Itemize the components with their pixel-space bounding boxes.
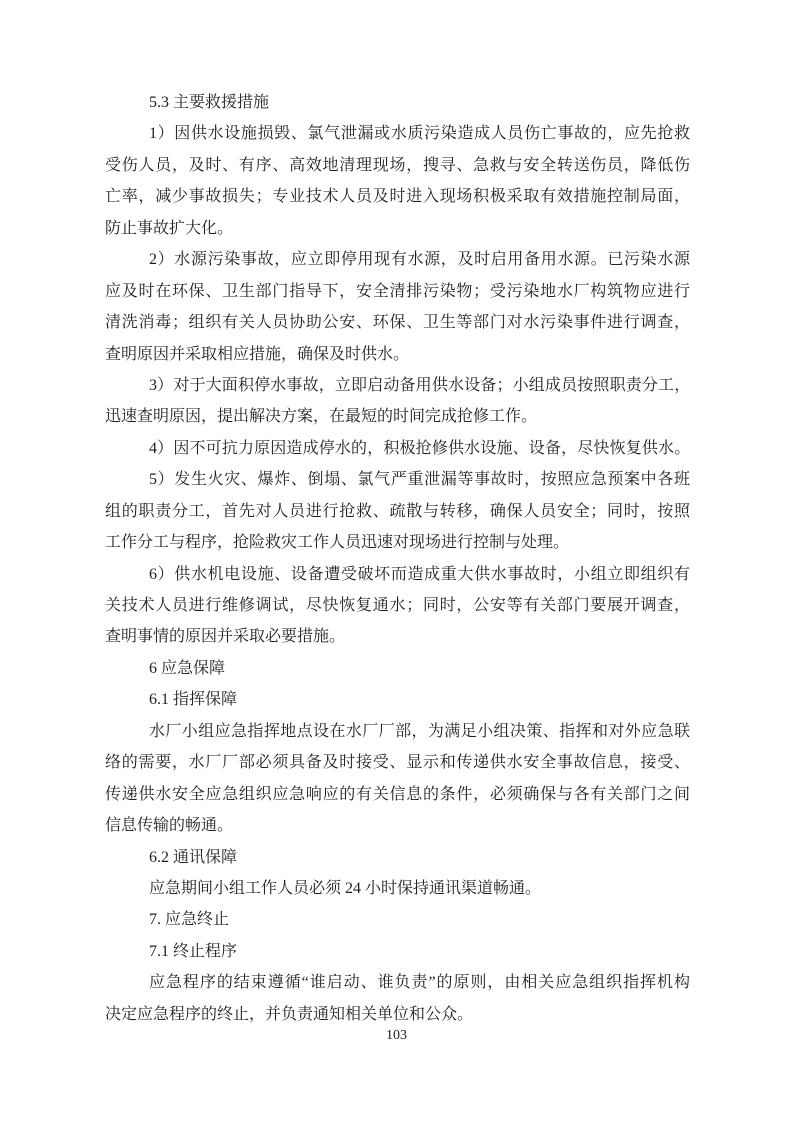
text-line: 6）供水机电设施、设备遭受破坏而造成重大供水事故时，小组立即组织有 (149, 565, 690, 583)
text-line: 迅速查明原因，提出解决方案，在最短的时间完成抢修工作。 (105, 408, 538, 426)
text-line: 5.3 主要救援措施 (149, 94, 270, 111)
text-line: 应及时在环保、卫生部门指导下，安全清排污染物；受污染地水厂构筑物应进行 (105, 282, 690, 300)
text-line: 络的需要，水厂厂部必须具备及时接受、显示和传递供水安全事故信息，接受、 (105, 754, 690, 772)
text-line: 4）因不可抗力原因造成停水的，积极抢修供水设施、设备，尽快恢复供水。 (149, 439, 690, 457)
text-line: 水厂小组应急指挥地点设在水厂厂部，为满足小组决策、指挥和对外应急联 (149, 722, 690, 740)
text-line: 受伤人员，及时、有序、高效地清理现场，搜寻、急救与安全转送伤员，降低伤 (105, 156, 690, 174)
document-body (105, 87, 690, 1030)
text-line: 应急程序的结束遵循“谁启动、谁负责”的原则，由相关应急组织指挥机构 (149, 974, 690, 992)
text-line: 应急期间小组工作人员必须 24 小时保持通讯渠道畅通。 (149, 879, 542, 897)
text-line: 查明原因并采取相应措施，确保及时供水。 (105, 345, 410, 363)
text-line: 组的职责分工，首先对人员进行抢救、疏散与转移，确保人员安全；同时，按照 (105, 502, 690, 520)
text-line: 决定应急程序的终止，并负责通知相关单位和公众。 (105, 1005, 474, 1023)
text-line: 2）水源污染事故，应立即停用现有水源，及时启用备用水源。已污染水源 (149, 251, 690, 269)
text-line: 防止事故扩大化。 (105, 219, 234, 237)
text-line: 传递供水安全应急组织应急响应的有关信息的条件，必须确保与各有关部门之间 (105, 785, 690, 803)
text-line: 1）因供水设施损毁、氯气泄漏或水质污染造成人员伤亡事故的，应先抢救 (149, 125, 690, 143)
text-line: 信息传输的畅通。 (105, 817, 234, 835)
text-line: 关技术人员进行维修调试，尽快恢复通水；同时，公安等有关部门要展开调查， (105, 597, 690, 614)
text-line: 查明事情的原因并采取必要措施。 (105, 628, 346, 646)
text-line: 3）对于大面积停水事故，立即启动备用供水设备；小组成员按照职责分工， (149, 376, 690, 394)
text-line: 工作分工与程序，抢险救灾工作人员迅速对现场进行控制与处理。 (105, 534, 570, 552)
text-line: 亡率，减少事故损失；专业技术人员及时进入现场积极采取有效措施控制局面， (105, 188, 690, 206)
text-line: 清洗消毒；组织有关人员协助公安、环保、卫生等部门对水污染事件进行调查， (105, 314, 690, 332)
text-line: 7. 应急终止 (149, 911, 230, 929)
text-line: 6.2 通讯保障 (149, 848, 238, 866)
text-line: 7.1 终止程序 (149, 942, 238, 960)
text-line: 6.1 指挥保障 (149, 691, 238, 709)
text-line: 5）发生火灾、爆炸、倒塌、氯气严重泄漏等事故时，按照应急预案中各班 (149, 471, 690, 489)
page-number: 103 (386, 1028, 407, 1043)
text-line: 6 应急保障 (149, 659, 226, 677)
